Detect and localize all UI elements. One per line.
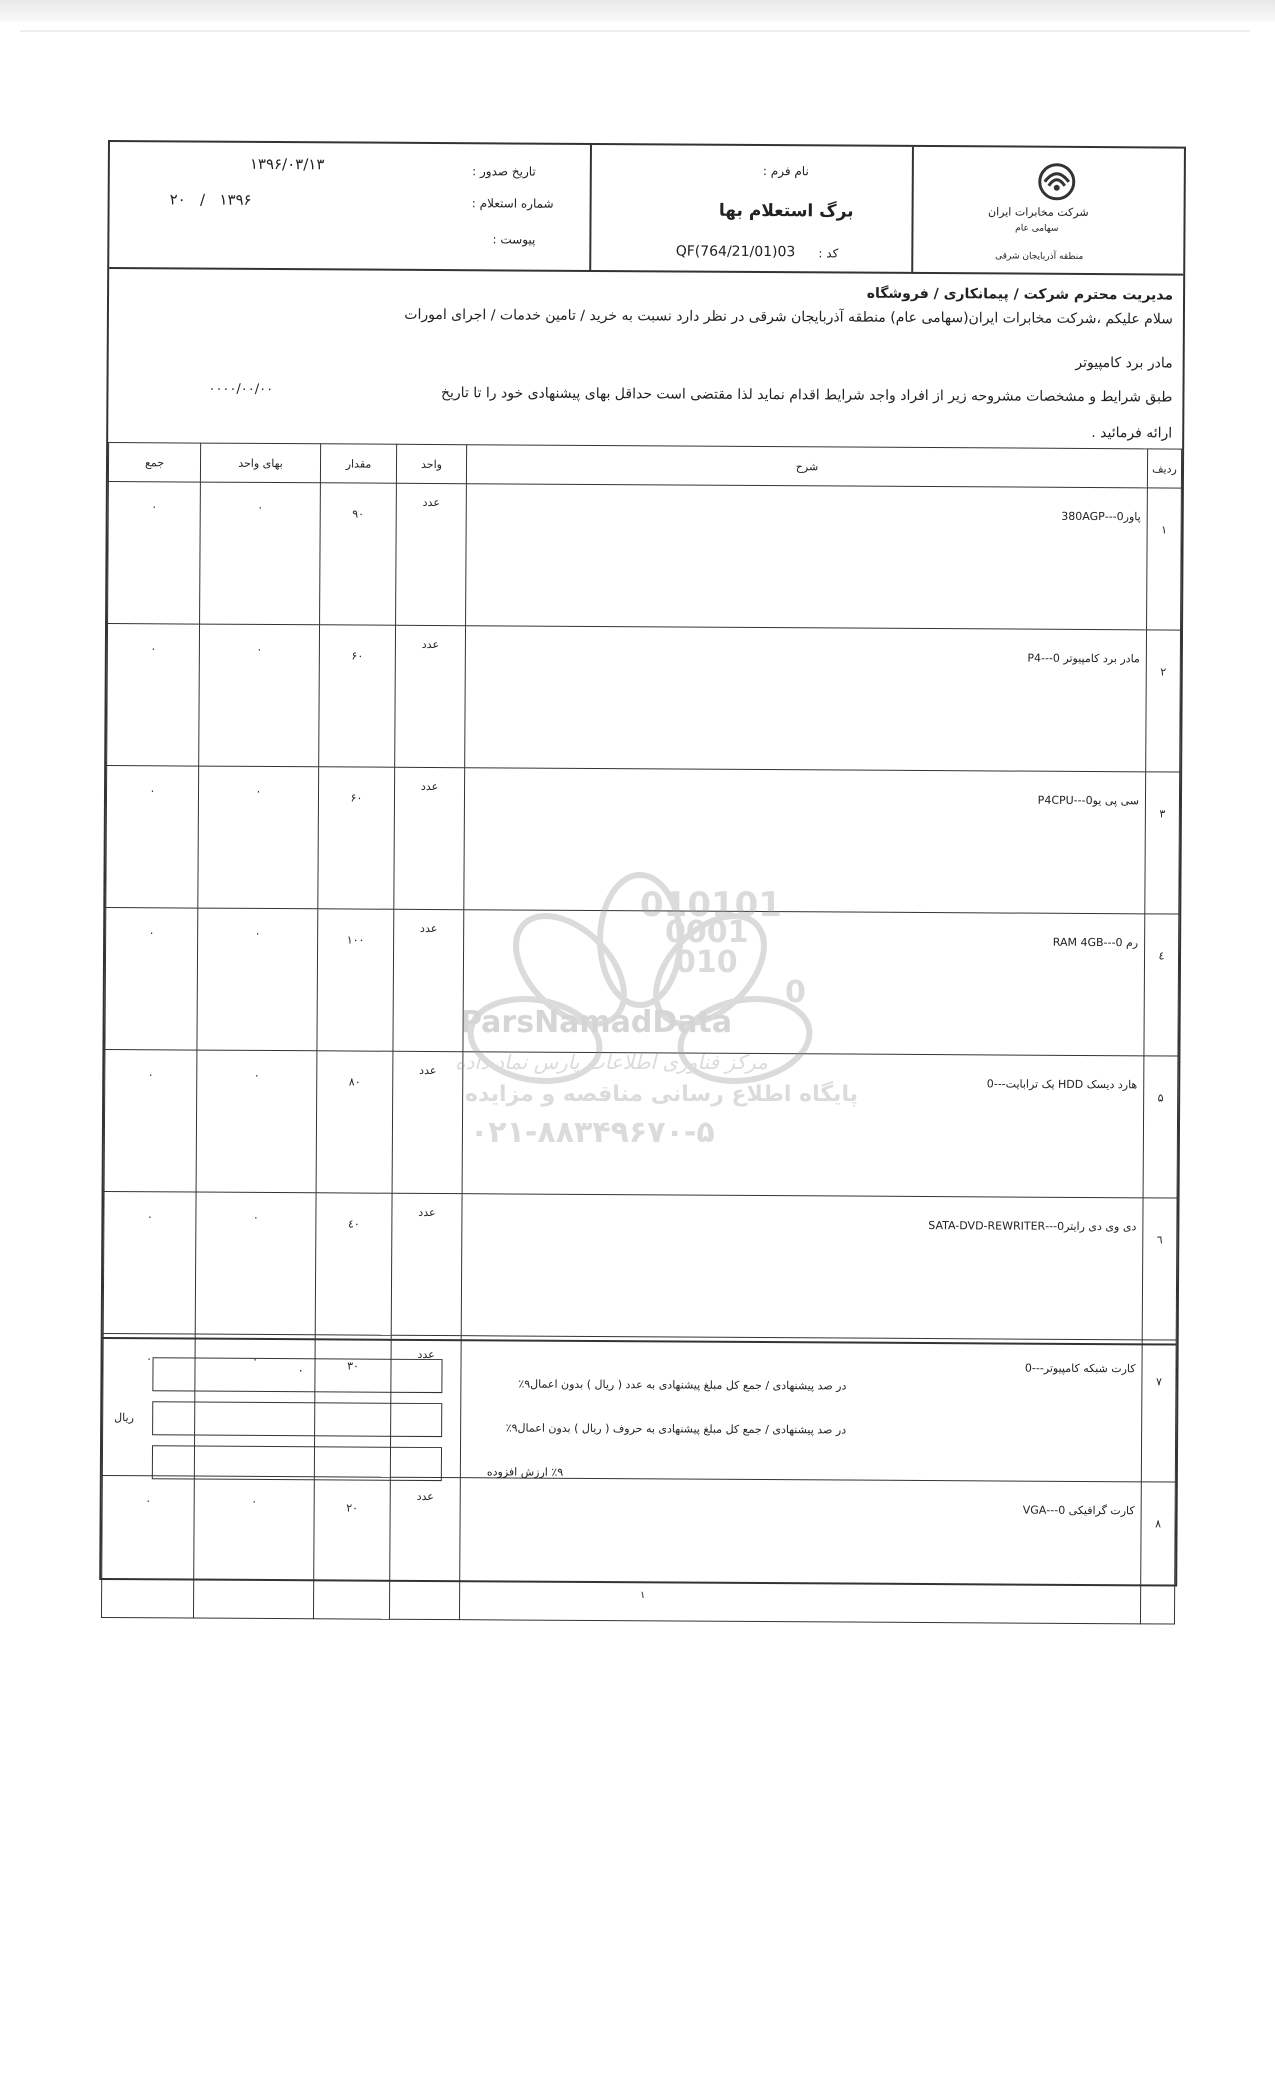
row-unit-price: ۰	[194, 1334, 315, 1477]
col-total: جمع	[108, 443, 200, 483]
watermark-brand: ParsNamadData	[460, 1005, 733, 1040]
form-header	[109, 142, 1184, 276]
total-numeric-value: ۰	[297, 1363, 304, 1378]
watermark	[440, 870, 860, 1170]
total-numeric-field[interactable]	[152, 1357, 442, 1393]
watermark-line: مرکز فناوری اطلاعات پارس نماد داده	[455, 1050, 768, 1074]
code-label: کد :	[818, 246, 839, 261]
watermark-digits: 0001	[665, 915, 749, 950]
table-row	[107, 624, 1181, 773]
row-quantity: ۳۰	[314, 1335, 391, 1477]
inquiry-number-label: شماره استعلام :	[471, 196, 554, 211]
row-unit: عدد	[392, 1051, 463, 1193]
row-description: پاور0---380AGP	[466, 484, 1148, 630]
row-unit: عدد	[389, 1477, 460, 1619]
row-unit: عدد	[393, 909, 464, 1051]
col-description: شرح	[466, 445, 1147, 488]
watermark-line: پایگاه اطلاع رسانی مناقصه و مزایده	[465, 1082, 858, 1107]
row-number: ۷	[1141, 1340, 1176, 1482]
row-quantity: ۸۰	[316, 1051, 393, 1193]
row-unit: عدد	[391, 1193, 462, 1335]
company-region: منطقه آذربایجان شرقی	[995, 251, 1084, 262]
watermark-digits: 0	[785, 975, 806, 1010]
row-unit-price: ۰	[200, 482, 321, 625]
row-total: ۰	[103, 1191, 196, 1334]
total-numeric-label: در صد پیشنهادی / جمع کل مبلغ پیشنهادی به عدد ( ریال ) بدون اعمال۹٪	[518, 1377, 847, 1393]
row-description: مادر برد کامپیوتر 0---P4	[465, 626, 1147, 772]
row-unit: عدد	[396, 483, 467, 625]
inquiry-form	[99, 140, 1186, 1587]
vat-label: ٪۹ ارزش افزوده	[486, 1465, 564, 1479]
scan-line	[20, 30, 1250, 32]
subject: مادر برد کامپیوتر	[1075, 354, 1173, 372]
row-total: ۰	[104, 1049, 197, 1192]
row-description: رم 0---RAM 4GB	[463, 910, 1145, 1056]
row-quantity: ۱۰۰	[317, 909, 394, 1051]
row-description: دی وی دی رایتر0---SATA-DVD-REWRITER	[461, 1194, 1143, 1340]
row-unit-price: ۰	[197, 908, 318, 1051]
totals-section	[101, 1337, 1176, 1586]
row-description: کارت شبکه کامپیوتر---0	[460, 1336, 1142, 1482]
row-unit-price: ۰	[199, 624, 320, 767]
col-row: ردیف	[1147, 449, 1181, 488]
row-quantity: ۶۰	[318, 767, 395, 909]
form-name-label: نام فرم :	[762, 164, 809, 179]
col-unit-price: بهای واحد	[200, 443, 320, 483]
row-unit: عدد	[395, 625, 466, 767]
total-words-label: در صد پیشنهادی / جمع کل مبلغ پیشنهادی به حروف ( ریال ) بدون اعمال۹٪	[505, 1421, 847, 1437]
vat-field[interactable]	[152, 1445, 442, 1481]
table-row	[108, 482, 1182, 631]
company-name: شرکت مخابرات ایران	[988, 205, 1089, 219]
row-number: ۸	[1140, 1482, 1175, 1624]
form-code: QF(764/21/01)03	[675, 243, 796, 261]
addressee: مدیریت محترم شرکت / پیمانکاری / فروشگاه	[866, 285, 1174, 304]
deadline-date: ۰۰۰۰/۰۰/۰۰	[208, 381, 274, 398]
company-type: سهامی عام	[1015, 223, 1059, 234]
row-number: ۳	[1145, 772, 1180, 914]
row-unit-price: ۰	[193, 1476, 314, 1619]
intro-line: طبق شرایط و مشخصات مشروحه زیر از افراد واجد شرایط اقدام نماید لذا مقتضی است حداقل بهای پیشنهادی خود را تا تاریخ	[440, 385, 1173, 406]
watermark-digits: 010101	[640, 885, 782, 925]
page-number: ۱	[640, 1590, 646, 1601]
company-cell	[913, 147, 1184, 274]
intro-line: ارائه فرمائید .	[1091, 425, 1173, 442]
row-unit-price: ۰	[198, 766, 319, 909]
intro-line: سلام علیکم ،شرکت مخابرات ایران(سهامی عام) منطقه آذربایجان شرقی در نظر دارد نسبت به خرید / تامین خدمات / اجرای امورات	[404, 306, 1173, 328]
row-unit-price: ۰	[195, 1192, 316, 1335]
row-number: ٤	[1144, 914, 1179, 1056]
total-words-field[interactable]	[152, 1401, 442, 1437]
row-number: ۲	[1146, 630, 1181, 772]
row-quantity: ۹۰	[320, 483, 397, 625]
title-cell	[591, 145, 914, 272]
col-unit: واحد	[396, 444, 466, 483]
col-quantity: مقدار	[320, 444, 396, 483]
attachment-label: پیوست :	[492, 232, 536, 247]
row-quantity: ٤۰	[315, 1193, 392, 1335]
rial-label: ریال	[114, 1411, 134, 1425]
table-row	[103, 1191, 1177, 1340]
watermark-digits: 010	[675, 945, 738, 980]
row-total: ۰	[102, 1333, 195, 1476]
row-number: ۱	[1147, 488, 1182, 630]
row-number: ۵	[1143, 1056, 1178, 1198]
tci-logo-icon	[1035, 162, 1079, 202]
row-total: ۰	[106, 766, 199, 909]
issue-date-label: تاریخ صدور :	[472, 164, 536, 179]
row-description: سی پی یو0---P4CPU	[464, 768, 1146, 914]
inquiry-number: ۲۰ / ۱۳۹۶	[169, 190, 252, 209]
row-quantity: ۶۰	[319, 625, 396, 767]
table-header-row	[108, 443, 1181, 489]
intro-text	[108, 269, 1183, 456]
scan-edge	[0, 0, 1275, 22]
row-total: ۰	[108, 482, 201, 625]
row-unit-price: ۰	[196, 1050, 317, 1193]
row-unit: عدد	[394, 767, 465, 909]
row-description: کارت گرافیکی 0---VGA	[459, 1478, 1141, 1624]
row-total: ۰	[101, 1475, 194, 1618]
row-description: هارد دیسک HDD یک ترابایت---0	[462, 1052, 1144, 1198]
row-total: ۰	[105, 908, 198, 1051]
row-total: ۰	[107, 624, 200, 767]
watermark-phone: ۰۲۱-۸۸۳۴۹۶۷۰-۵	[470, 1115, 715, 1150]
row-unit: عدد	[390, 1335, 461, 1477]
row-quantity: ۲۰	[313, 1477, 390, 1619]
issue-info-cell	[109, 142, 594, 270]
issue-date: ۱۳۹۶/۰۳/۱۳	[249, 154, 325, 174]
row-number: ٦	[1142, 1198, 1177, 1340]
form-title: برگ استعلام بها	[718, 200, 854, 222]
